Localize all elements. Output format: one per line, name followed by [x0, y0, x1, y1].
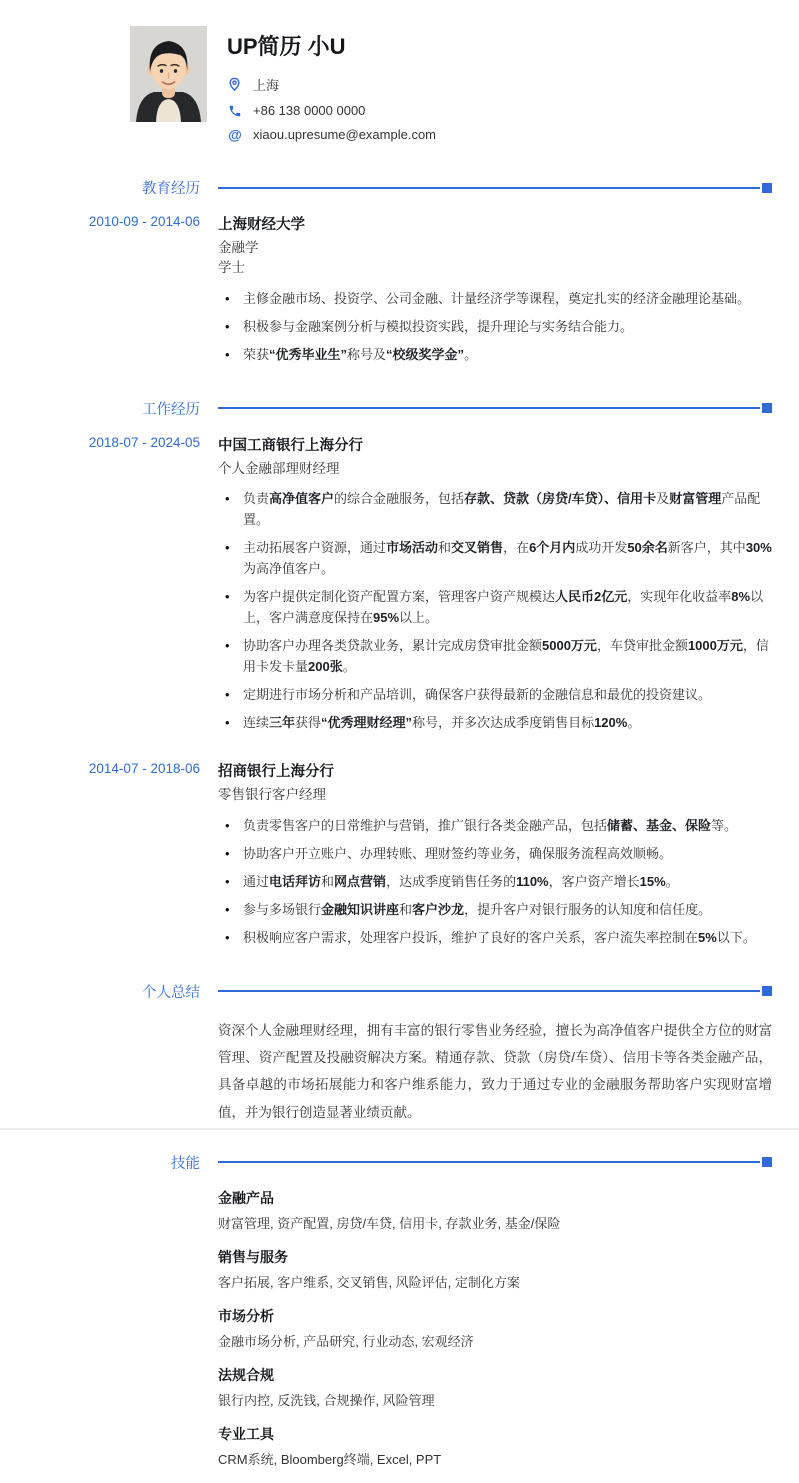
header-info [227, 26, 436, 151]
entry-body [218, 434, 772, 741]
bullet-item: • 负责零售客户的日常维护与营销，推广银行各类金融产品，包括储蓄、基金、保险等。 [218, 815, 772, 836]
skill-group-name: 金融产品 [218, 1189, 274, 1206]
phone-icon [227, 103, 242, 118]
education-entry [0, 213, 799, 372]
entry-body [218, 213, 772, 372]
section-title: 技能 [171, 1155, 200, 1172]
section-title: 教育经历 [142, 181, 200, 197]
location-text: 上海 [253, 78, 280, 93]
bullet-item: • 协助客户开立账户、办理转账、理财签约等业务，确保服务流程高效顺畅。 [218, 843, 772, 864]
bullet-item: • 为客户提供定制化资产配置方案，管理客户资产规模达人民币2亿元，实现年化收益率8%以上，客户满意度保持在95%以上。 [218, 586, 772, 628]
bullet-item: • 定期进行市场分析和产品培训，确保客户获得最新的金融信息和最优的投资建议。 [218, 684, 772, 705]
location-icon [227, 77, 242, 92]
section-title: 个人总结 [142, 984, 200, 1001]
skills-row [0, 1188, 799, 1483]
work-entry [0, 760, 799, 954]
entry-date: 2010-09 - 2014-06 [88, 214, 200, 229]
work-bullets [218, 815, 772, 948]
skill-group [218, 1424, 772, 1468]
degree: 学士 [218, 260, 245, 276]
skill-group-name: 市场分析 [218, 1307, 274, 1324]
skill-group-items: 财富管理, 资产配置, 房贷/车贷, 信用卡, 存款业务, 基金/保险 [218, 1215, 561, 1231]
job-title: 零售银行客户经理 [218, 787, 326, 803]
skill-group-name: 专业工具 [218, 1425, 274, 1442]
section-rule [218, 986, 772, 996]
section-head-work [0, 398, 799, 419]
summary-row [0, 1017, 799, 1126]
entry-body [218, 760, 772, 954]
section-head-skills [0, 1152, 799, 1173]
section-head-education [0, 177, 799, 198]
section-rule [218, 403, 772, 413]
skills-spacer [0, 1188, 200, 1483]
work-bullets [218, 488, 772, 733]
major: 金融学 [218, 240, 259, 255]
entry-date: 2014-07 - 2018-06 [88, 761, 200, 777]
skill-group [218, 1188, 772, 1232]
skill-group [218, 1247, 772, 1291]
section-rule [218, 183, 772, 193]
phone-text: +86 138 0000 0000 [253, 103, 366, 118]
contact-email [227, 127, 436, 142]
contact-location [227, 75, 436, 94]
candidate-name: UP简历 小U [227, 34, 346, 59]
section-rule [218, 1157, 772, 1167]
rule-line [218, 187, 760, 189]
school-name: 上海财经大学 [218, 217, 305, 233]
skill-group [218, 1365, 772, 1409]
company-name: 招商银行上海分行 [218, 764, 334, 781]
profile-photo-illustration [130, 26, 207, 122]
bullet-item: • 参与多场银行金融知识讲座和客户沙龙，提升客户对银行服务的认知度和信任度。 [218, 899, 772, 920]
skill-group-name: 法规合规 [218, 1366, 274, 1383]
summary-text: 资深个人金融理财经理，拥有丰富的银行零售业务经验，擅长为高净值客户提供全方位的财富管理、资产配置及投融资解决方案。精通存款、贷款（房贷/车贷）、信用卡等各类金融产品，具备卓越的市场拓展能力和客户维系能力，致力于通过专业的金融服务帮助客户实现财富增值，并为银行创造显著业绩贡献。 [218, 1022, 772, 1120]
bullet-item: • 协助客户办理各类贷款业务，累计完成房贷审批金额5000万元，车贷审批金额1000万元，信用卡发卡量200张。 [218, 635, 772, 677]
rule-square [762, 183, 772, 193]
work-entry [0, 434, 799, 741]
entry-date: 2018-07 - 2024-05 [88, 434, 200, 450]
email-icon [227, 127, 242, 142]
skill-group-name: 销售与服务 [218, 1248, 288, 1265]
bullet-item: • 通过电话拜访和网点营销，达成季度销售任务的110%，客户资产增长15%。 [218, 871, 772, 892]
bullet-item: • 主修金融市场、投资学、公司金融、计量经济学等课程，奠定扎实的经济金融理论基础。 [218, 288, 772, 309]
skill-group-items: 银行内控, 反洗钱, 合规操作, 风险管理 [218, 1392, 435, 1408]
resume-header [0, 0, 799, 151]
contact-phone [227, 103, 436, 118]
company-name: 中国工商银行上海分行 [218, 437, 363, 454]
bullet-item: • 主动拓展客户资源，通过市场活动和交叉销售，在6个月内成功开发50余名新客户，其中30%为高净值客户。 [218, 537, 772, 579]
education-bullets [218, 288, 772, 365]
rule-square [762, 403, 772, 413]
section-head-summary [0, 981, 799, 1002]
rule-square [762, 1157, 772, 1167]
skill-group-items: 金融市场分析, 产品研究, 行业动态, 宏观经济 [218, 1333, 474, 1349]
svg-text:@: @ [227, 126, 242, 142]
bullet-item: • 负责高净值客户的综合金融服务，包括存款、贷款（房贷/车贷）、信用卡及财富管理产品配置。 [218, 488, 772, 530]
email-text: xiaou.upresume@example.com [253, 127, 437, 142]
skill-group-items: 客户拓展, 客户维系, 交叉销售, 风险评估, 定制化方案 [218, 1274, 520, 1290]
bullet-item: • 连续三年获得“优秀理财经理”称号，并多次达成季度销售目标120%。 [218, 712, 772, 733]
rule-line [218, 1161, 760, 1163]
bullet-item: • 积极参与金融案例分析与模拟投资实践，提升理论与实务结合能力。 [218, 316, 772, 337]
job-title: 个人金融部理财经理 [218, 460, 340, 476]
bullet-item: • 荣获“优秀毕业生”称号及“校级奖学金”。 [218, 344, 772, 365]
profile-photo [130, 26, 207, 122]
rule-line [218, 407, 760, 409]
rule-line [218, 990, 760, 992]
skills-list [218, 1188, 772, 1483]
section-title: 工作经历 [142, 401, 200, 418]
rule-square [762, 986, 772, 996]
skill-group [218, 1306, 772, 1350]
bullet-item: • 积极响应客户需求，处理客户投诉，维护了良好的客户关系，客户流失率控制在5%以下。 [218, 927, 772, 948]
summary-spacer [0, 1017, 200, 1126]
skill-group-items: CRM系统, Bloomberg终端, Excel, PPT [218, 1451, 442, 1467]
